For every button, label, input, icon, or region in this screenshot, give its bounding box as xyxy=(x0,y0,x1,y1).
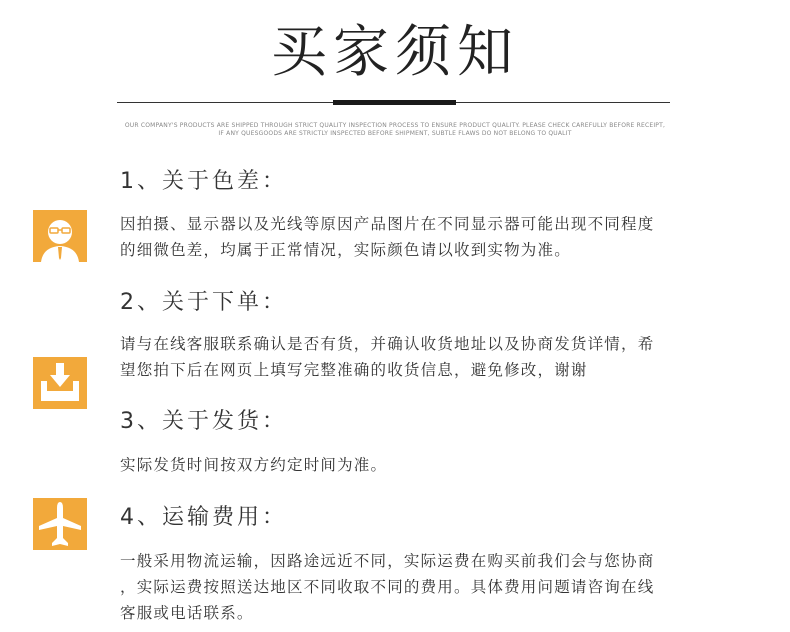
text-line: 实际发货时间按双方约定时间为准。 xyxy=(120,456,388,474)
text-line: 客服或电话联系。 xyxy=(120,604,254,622)
section-title-transport-fees: 4、运输费用： xyxy=(120,505,287,530)
section-body-ordering xyxy=(120,331,745,383)
subtitle-line-2: IF ANY QUESGOODS ARE STRICTLY INSPECTED BEFORE SHIPMENT, SUBTLE FLAWS DO NOT BELONG TO QUALIT xyxy=(218,130,572,137)
section-title-shipping: 3、关于发货： xyxy=(120,409,287,434)
person-icon xyxy=(33,210,87,262)
text-line: 请与在线客服联系确认是否有货，并确认收货地址以及协商发货详情，希 xyxy=(120,335,655,353)
section-body-shipping xyxy=(120,452,745,478)
text-line: 一般采用物流运输，因路途远近不同，实际运费在购买前我们会与您协商 xyxy=(120,552,655,570)
section-body-color-difference xyxy=(120,211,745,263)
section-body-transport-fees xyxy=(120,548,745,626)
text-line: ，实际运费按照送达地区不同收取不同的费用。具体费用问题请咨询在线 xyxy=(120,578,655,596)
airplane-icon xyxy=(33,498,87,550)
text-line: 因拍摄、显示器以及光线等原因产品图片在不同显示器可能出现不同程度 xyxy=(120,215,655,233)
section-title-ordering: 2、关于下单： xyxy=(120,290,287,315)
text-line: 的细微色差，均属于正常情况，实际颜色请以收到实物为准。 xyxy=(120,241,571,259)
download-tray-icon xyxy=(33,357,87,409)
page-title: 买家须知 xyxy=(271,20,519,85)
section-title-color-difference: 1、关于色差： xyxy=(120,169,287,194)
subtitle-line-1: OUR COMPANY'S PRODUCTS ARE SHIPPED THROUGH STRICT QUALITY INSPECTION PROCESS TO ENSURE PRODUCT QUALITY. PLEASE CHECK CAREFULLY BEFORE RECEIPT, xyxy=(124,122,666,129)
title-underline-accent xyxy=(333,100,456,105)
text-line: 望您拍下后在网页上填写完整准确的收货信息，避免修改，谢谢 xyxy=(120,361,588,379)
